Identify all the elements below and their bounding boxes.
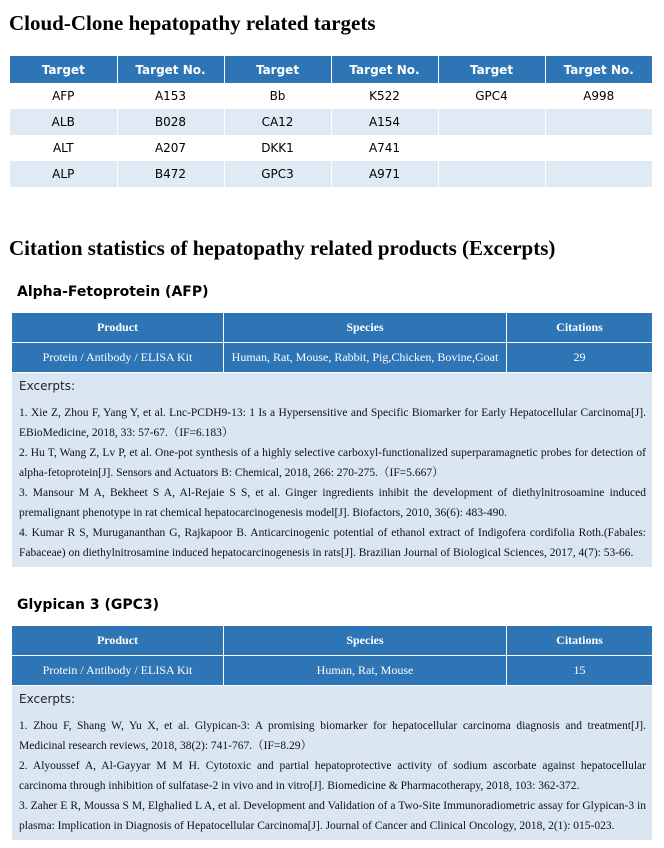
product-cell: Protein / Antibody / ELISA Kit — [12, 656, 224, 686]
product-cell: Protein / Antibody / ELISA Kit — [12, 343, 224, 373]
col-header-product: Product — [12, 313, 224, 343]
gpc3-excerpts-row — [12, 686, 653, 841]
col-header-target-no: Target No. — [117, 56, 224, 83]
reference-item: 1. Zhou F, Shang W, Yu X, et al. Glypican‐3: A promising biomarker for hepatocellular carcinoma diagnosis and treatment[J]. Medicinal research reviews, 2018, 38(2): 741-767.（IF=8.29） — [19, 720, 646, 752]
table-cell: ALP — [10, 161, 117, 187]
afp-excerpts-row — [12, 373, 653, 568]
afp-product-table — [11, 312, 653, 568]
table-row — [10, 161, 652, 187]
citations-cell: 15 — [507, 656, 653, 686]
table-cell — [545, 161, 652, 187]
table-cell: GPC3 — [224, 161, 331, 187]
reference-item: 1. Xie Z, Zhou F, Yang Y, et al. Lnc-PCDH9-13: 1 Is a Hypersensitive and Specific Biomarker for Early Hepatocellular Carcinoma[J]. EBioMedicine, 2018, 33: 57-67.（IF=6.183） — [19, 407, 646, 439]
excerpts-label: Excerpts: — [19, 692, 76, 706]
col-header-citations: Citations — [507, 626, 653, 656]
table-cell: CA12 — [224, 109, 331, 135]
table-cell — [545, 135, 652, 161]
reference-item: 3. Mansour M A, Bekheet S A, Al‐Rejaie S S, et al. Ginger ingredients inhibit the development of diethylnitrosoamine induced premalignant phenotype in rat chemical hepatocarcinogenesis model[J]. Biofactors, 2010, 36(6): 483-490. — [19, 487, 646, 519]
table-row — [10, 83, 652, 109]
targets-table — [10, 56, 652, 187]
col-header-target: Target — [224, 56, 331, 83]
col-header-species: Species — [224, 313, 507, 343]
section-title-gpc3: Glypican 3 (GPC3) — [17, 597, 160, 613]
excerpts-label: Excerpts: — [19, 379, 76, 393]
table-cell — [438, 135, 545, 161]
section-title-afp: Alpha-Fetoprotein (AFP) — [17, 284, 209, 300]
species-cell: Human, Rat, Mouse, Rabbit, Pig,Chicken, Bovine,Goat — [224, 343, 507, 373]
gpc3-product-table — [11, 625, 653, 841]
targets-heading: Cloud-Clone hepatopathy related targets — [9, 11, 376, 35]
table-cell: DKK1 — [224, 135, 331, 161]
table-cell — [438, 109, 545, 135]
reference-item: 2. Alyoussef A, Al-Gayyar M M H. Cytotoxic and partial hepatoprotective activity of sodium ascorbate against hepatocellular carcinoma through inhibition of sulfatase-2 in vivo and in vitro[J]. Biomedicine & Pharmacotherapy, 2018, 103: 362-372. — [19, 760, 646, 792]
table-cell: AFP — [10, 83, 117, 109]
col-header-target: Target — [438, 56, 545, 83]
table-row — [10, 109, 652, 135]
col-header-product: Product — [12, 626, 224, 656]
table-cell — [545, 109, 652, 135]
col-header-target-no: Target No. — [331, 56, 438, 83]
table-cell: A153 — [117, 83, 224, 109]
col-header-species: Species — [224, 626, 507, 656]
reference-item: 4. Kumar R S, Murugananthan G, Rajkapoor B. Anticarcinogenic potential of ethanol extract of Indigofera cordifolia Roth.(Fabales: Fabaceae) on diethylnitrosamine induced hepatocarcinogenesis in rats[J]. Brazilian Journal of Biological Sciences, 2017, 4(7): 53-66. — [19, 527, 646, 559]
citation-heading: Citation statistics of hepatopathy related products (Excerpts) — [9, 236, 556, 260]
excerpts-box — [12, 686, 653, 841]
col-header-citations: Citations — [507, 313, 653, 343]
table-cell: B028 — [117, 109, 224, 135]
citations-cell: 29 — [507, 343, 653, 373]
table-cell: GPC4 — [438, 83, 545, 109]
table-cell: A154 — [331, 109, 438, 135]
gpc3-header-row — [12, 626, 653, 656]
table-cell: ALT — [10, 135, 117, 161]
reference-item: 3. Zaher E R, Moussa S M, Elghalied L A, et al. Development and Validation of a Two-Site Immunoradiometric assay for Glypican-3 in plasma: Implication in Diagnosis of Hepatocellular Carcinoma[J]. Journal of Cancer and Clinical Oncology, 2018, 2(1): 015-023. — [19, 800, 646, 832]
targets-header-row — [10, 56, 652, 83]
table-cell: K522 — [331, 83, 438, 109]
table-cell: Bb — [224, 83, 331, 109]
table-cell — [438, 161, 545, 187]
col-header-target: Target — [10, 56, 117, 83]
table-cell: A207 — [117, 135, 224, 161]
afp-header-row — [12, 313, 653, 343]
gpc3-value-row — [12, 656, 653, 686]
table-cell: A998 — [583, 89, 615, 103]
species-cell: Human, Rat, Mouse — [224, 656, 507, 686]
table-cell: A741 — [331, 135, 438, 161]
afp-value-row — [12, 343, 653, 373]
col-header-target-no: Target No. — [545, 56, 652, 83]
table-row — [10, 135, 652, 161]
reference-item: 2. Hu T, Wang Z, Lv P, et al. One-pot synthesis of a highly selective carboxyl-functionalized superparamagnetic probes for detection of alpha-fetoprotein[J]. Sensors and Actuators B: Chemical, 2018, 266: 270-275.（IF=5.667） — [19, 447, 646, 479]
table-cell: ALB — [10, 109, 117, 135]
excerpts-box — [12, 373, 653, 568]
table-cell: B472 — [117, 161, 224, 187]
table-cell: A971 — [331, 161, 438, 187]
